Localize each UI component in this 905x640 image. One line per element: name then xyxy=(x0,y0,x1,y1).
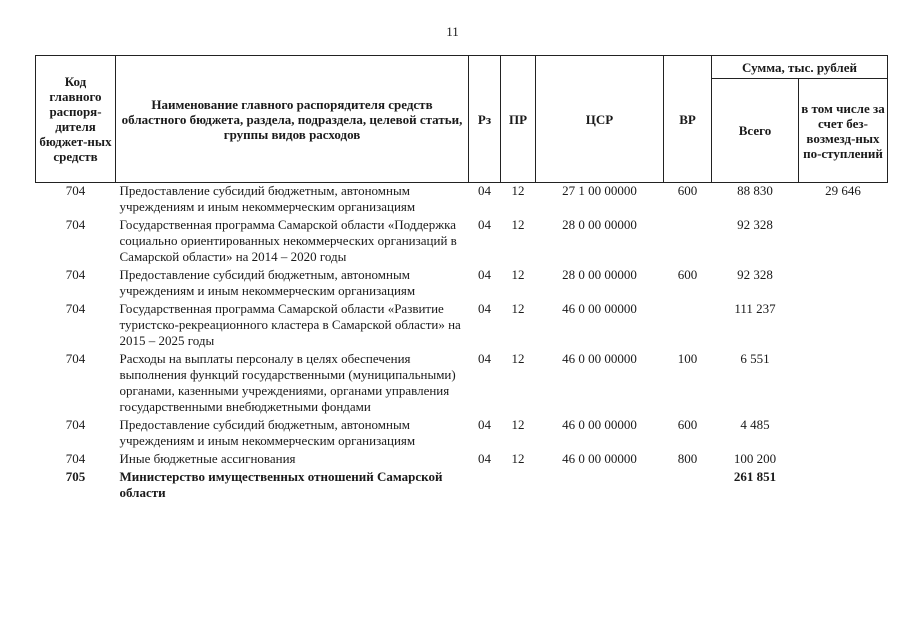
cell-vr xyxy=(664,469,712,503)
cell-vr: 600 xyxy=(677,267,698,282)
cell-code: 704 xyxy=(65,267,86,282)
cell-name: Министерство имущественных отношений Самарской области xyxy=(119,469,443,500)
cell-vr: 800 xyxy=(677,451,698,466)
cell-rz: 04 xyxy=(478,183,491,198)
cell-gratuitous xyxy=(799,301,888,351)
table-row xyxy=(36,469,888,503)
cell-pr: 12 xyxy=(511,351,525,366)
table-header-row xyxy=(36,56,888,79)
cell-code: 704 xyxy=(65,301,86,316)
cell-rz: 04 xyxy=(478,351,491,366)
table-row xyxy=(36,301,888,351)
cell-vr xyxy=(664,301,712,351)
cell-name: Предоставление субсидий бюджетным, автономным учреждениям и иным некоммерческим организациям xyxy=(119,417,416,448)
cell-csr: 27 1 00 00000 xyxy=(562,183,637,198)
cell-code: 704 xyxy=(65,451,86,466)
cell-total: 92 328 xyxy=(737,267,773,282)
cell-csr xyxy=(536,469,664,503)
cell-code: 704 xyxy=(65,217,86,232)
cell-name: Расходы на выплаты персоналу в целях обеспечения выполнения функций государственными (муниципальными) органами, казенными учреждениями, органами управления государственными внебюджетными фондами xyxy=(119,351,456,414)
cell-total: 100 200 xyxy=(733,451,777,466)
table-row xyxy=(36,267,888,301)
cell-csr: 28 0 00 00000 xyxy=(562,267,637,282)
table-row xyxy=(36,351,888,417)
header-vr: ВР xyxy=(664,56,712,183)
header-name: Наименование главного распорядителя средств областного бюджета, раздела, подраздела, целевой статьи, группы видов расходов xyxy=(116,56,469,183)
cell-pr: 12 xyxy=(511,183,525,198)
cell-gratuitous xyxy=(799,217,888,267)
cell-rz: 04 xyxy=(478,301,491,316)
cell-total: 92 328 xyxy=(737,217,773,232)
cell-vr xyxy=(664,217,712,267)
header-csr: ЦСР xyxy=(536,56,664,183)
cell-pr: 12 xyxy=(511,267,525,282)
cell-name: Предоставление субсидий бюджетным, автономным учреждениям и иным некоммерческим организациям xyxy=(119,183,416,214)
cell-vr: 100 xyxy=(677,351,698,366)
cell-pr: 12 xyxy=(511,217,525,232)
cell-csr: 28 0 00 00000 xyxy=(562,217,637,232)
cell-gratuitous xyxy=(799,451,888,469)
cell-code: 704 xyxy=(65,417,86,432)
cell-total: 261 851 xyxy=(733,469,777,484)
cell-total: 6 551 xyxy=(740,351,770,366)
table-body xyxy=(36,183,888,504)
cell-code: 704 xyxy=(65,183,86,198)
cell-rz: 04 xyxy=(478,217,491,232)
table-row xyxy=(36,217,888,267)
cell-gratuitous xyxy=(799,267,888,301)
cell-total: 4 485 xyxy=(740,417,770,432)
cell-name: Государственная программа Самарской области «Поддержка социально ориентированных некоммерческих организаций в Самарской области» на 2014 – 2020 годы xyxy=(119,217,457,264)
header-code: Код главного распоря-дителя бюджет-ных средств xyxy=(36,56,116,183)
cell-rz: 04 xyxy=(478,267,491,282)
cell-code: 704 xyxy=(65,351,86,366)
cell-pr: 12 xyxy=(511,417,525,432)
cell-vr: 600 xyxy=(677,183,698,198)
header-gratuitous: в том числе за счет без-возмезд-ных по-ступлений xyxy=(799,79,888,183)
cell-gratuitous xyxy=(799,417,888,451)
cell-vr: 600 xyxy=(677,417,698,432)
cell-name: Предоставление субсидий бюджетным, автономным учреждениям и иным некоммерческим организациям xyxy=(119,267,416,298)
cell-gratuitous: 29 646 xyxy=(825,183,861,198)
cell-total: 111 237 xyxy=(734,301,776,316)
header-pr: ПР xyxy=(501,56,536,183)
cell-csr: 46 0 00 00000 xyxy=(562,351,637,366)
cell-gratuitous xyxy=(799,351,888,417)
cell-csr: 46 0 00 00000 xyxy=(562,451,637,466)
cell-csr: 46 0 00 00000 xyxy=(562,301,637,316)
table-row xyxy=(36,183,888,218)
cell-rz xyxy=(469,469,501,503)
header-rz: Рз xyxy=(469,56,501,183)
cell-code: 705 xyxy=(65,469,86,484)
cell-csr: 46 0 00 00000 xyxy=(562,417,637,432)
header-sum-group: Сумма, тыс. рублей xyxy=(712,56,888,79)
cell-name: Государственная программа Самарской области «Развитие туристско-рекреационного кластера в Самарской области» на 2015 – 2025 годы xyxy=(119,301,461,348)
cell-gratuitous xyxy=(799,469,888,503)
cell-pr: 12 xyxy=(511,451,525,466)
cell-pr xyxy=(501,469,536,503)
table-row xyxy=(36,417,888,451)
cell-total: 88 830 xyxy=(737,183,773,198)
budget-table xyxy=(35,55,888,503)
cell-pr: 12 xyxy=(511,301,525,316)
page-number: 11 xyxy=(446,24,459,39)
cell-name: Иные бюджетные ассигнования xyxy=(119,451,296,466)
cell-rz: 04 xyxy=(478,451,491,466)
table-row xyxy=(36,451,888,469)
header-total: Всего xyxy=(712,79,799,183)
cell-rz: 04 xyxy=(478,417,491,432)
